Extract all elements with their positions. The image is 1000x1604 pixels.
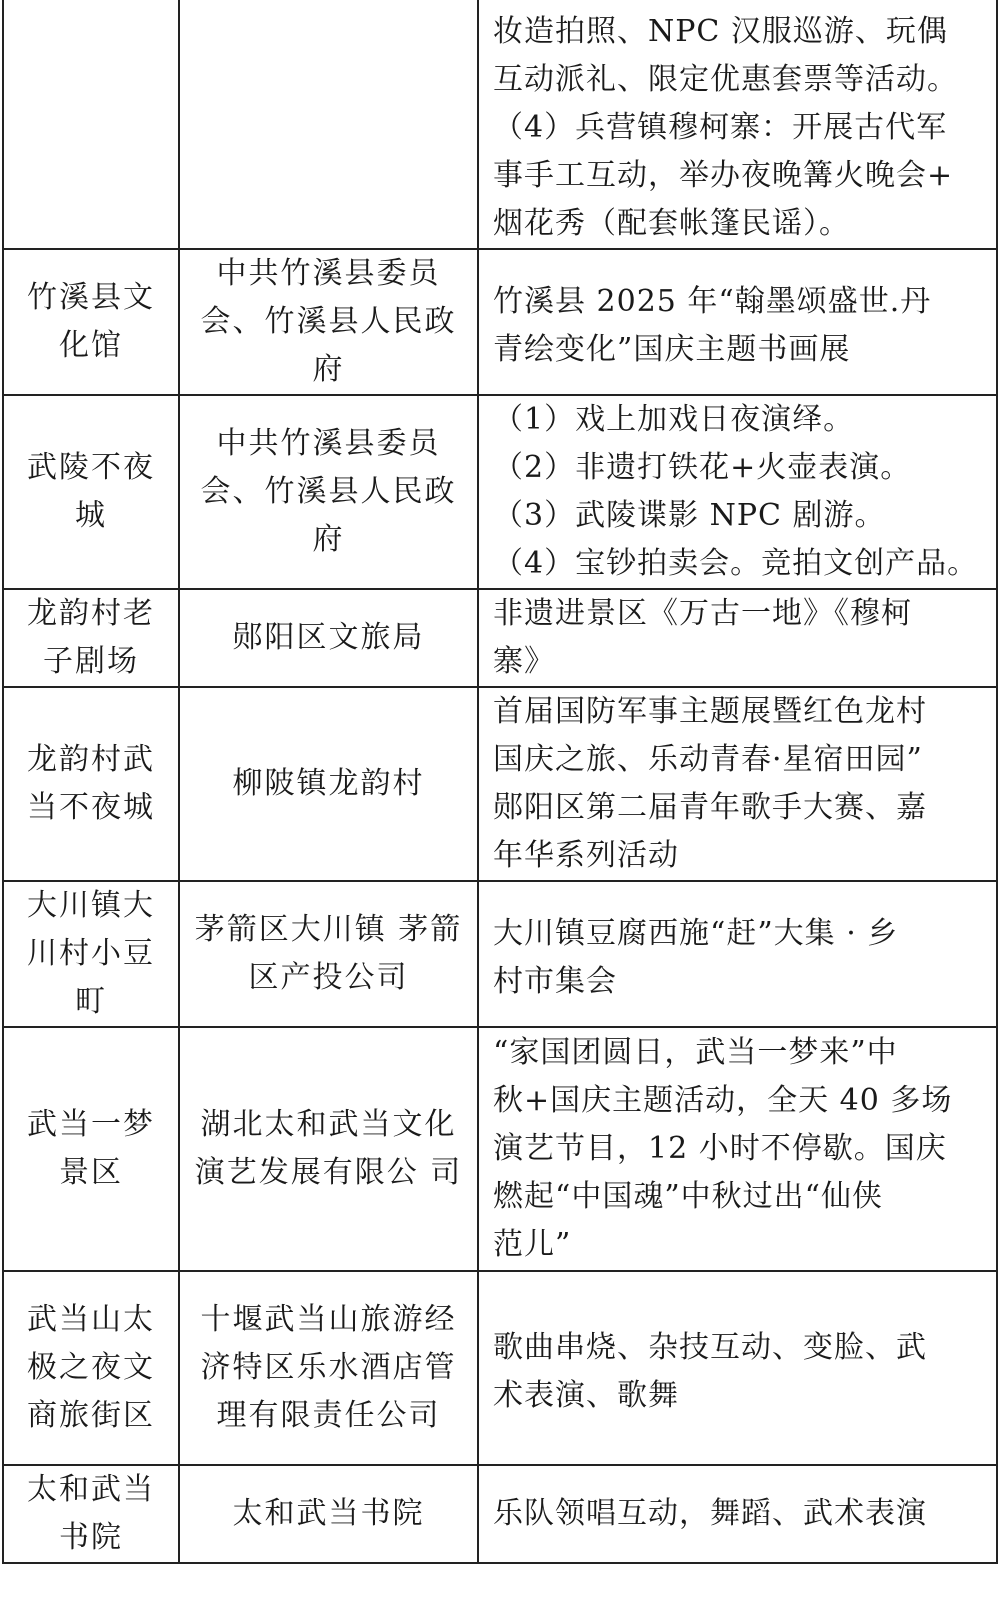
organizer-cell: 郧阳区文旅局 [179, 589, 478, 687]
activity-cell [478, 395, 997, 589]
activity-line: 燃起“中国魂”中秋过出“仙侠 [493, 1179, 884, 1214]
activity-line: 大川镇豆腐西施“赶”大集 · 乡 [493, 916, 899, 951]
activity-line: 郧阳区第二届青年歌手大赛、嘉 [493, 790, 927, 825]
table-row [3, 395, 997, 589]
activity-cell [478, 249, 997, 395]
activity-line: 年华系列活动 [493, 838, 679, 873]
events-table [2, 0, 998, 1564]
activity-line: 首届国防军事主题展暨红色龙村 [493, 694, 927, 729]
organizer-cell: 太和武当书院 [179, 1465, 478, 1563]
table-row [3, 589, 997, 687]
activity-line: 事手工互动，举办夜晚篝火晚会+ [493, 158, 954, 193]
activity-line: 演艺节目，12 小时不停歇。国庆 [493, 1131, 947, 1166]
venue-cell: 武当一梦景区 [3, 1027, 179, 1271]
activity-line: 妆造拍照、NPC 汉服巡游、玩偶 [493, 14, 948, 49]
organizer-cell: 茅箭区大川镇 茅箭区产投公司 [179, 881, 478, 1027]
activity-line: 烟花秀（配套帐篷民谣）。 [493, 206, 850, 241]
organizer-cell [179, 0, 478, 249]
activity-line: 国庆之旅、乐动青春·星宿田园” [493, 742, 923, 777]
table-row [3, 1465, 997, 1563]
activity-line: （4）兵营镇穆柯寨：开展古代军 [493, 110, 948, 145]
activity-line: 村市集会 [493, 964, 617, 999]
table-row [3, 881, 997, 1027]
activity-cell [478, 1271, 997, 1465]
activity-line: 寨》 [493, 644, 555, 679]
activity-line: 秋+国庆主题活动，全天 40 多场 [493, 1083, 953, 1118]
table-row [3, 1027, 997, 1271]
activity-line: （4）宝钞拍卖会。竞拍文创产品。 [493, 546, 979, 581]
activity-cell [478, 0, 997, 249]
activity-line: “家国团圆日，武当一梦来”中 [493, 1035, 898, 1070]
activity-cell [478, 1027, 997, 1271]
activity-line: 歌曲串烧、杂技互动、变脸、武 [493, 1330, 927, 1365]
activity-line: 乐队领唱互动，舞蹈、武术表演 [493, 1496, 927, 1531]
table-row [3, 687, 997, 881]
organizer-cell: 中共竹溪县委员会、竹溪县人民政府 [179, 395, 478, 589]
organizer-cell: 十堰武当山旅游经济特区乐水酒店管理有限责任公司 [179, 1271, 478, 1465]
organizer-cell: 中共竹溪县委员会、竹溪县人民政府 [179, 249, 478, 395]
activity-line: 互动派礼、限定优惠套票等活动。 [493, 62, 958, 97]
activity-cell [478, 687, 997, 881]
activity-cell [478, 881, 997, 1027]
venue-cell: 竹溪县文化馆 [3, 249, 179, 395]
table-row [3, 249, 997, 395]
activity-line: （1）戏上加戏日夜演绎。 [493, 402, 855, 437]
activity-line: 非遗进景区《万古一地》《穆柯 [493, 596, 912, 631]
venue-cell: 武当山太极之夜文商旅街区 [3, 1271, 179, 1465]
venue-cell: 大川镇大川村小豆町 [3, 881, 179, 1027]
table-row [3, 1271, 997, 1465]
venue-cell: 太和武当书院 [3, 1465, 179, 1563]
venue-cell: 龙韵村武当不夜城 [3, 687, 179, 881]
activity-line: （3）武陵谍影 NPC 剧游。 [493, 498, 886, 533]
venue-cell: 龙韵村老子剧场 [3, 589, 179, 687]
activity-line: （2）非遗打铁花+火壶表演。 [493, 450, 912, 485]
venue-cell: 武陵不夜城 [3, 395, 179, 589]
table-row [3, 0, 997, 249]
organizer-cell: 柳陂镇龙韵村 [179, 687, 478, 881]
activity-line: 青绘变化”国庆主题书画展 [493, 332, 851, 367]
activity-line: 竹溪县 2025 年“翰墨颂盛世.丹 [493, 284, 932, 319]
organizer-cell: 湖北太和武当文化演艺发展有限公 司 [179, 1027, 478, 1271]
activity-line: 术表演、歌舞 [493, 1378, 679, 1413]
venue-cell [3, 0, 179, 249]
activity-cell [478, 1465, 997, 1563]
activity-line: 范儿” [493, 1227, 572, 1262]
activity-cell [478, 589, 997, 687]
